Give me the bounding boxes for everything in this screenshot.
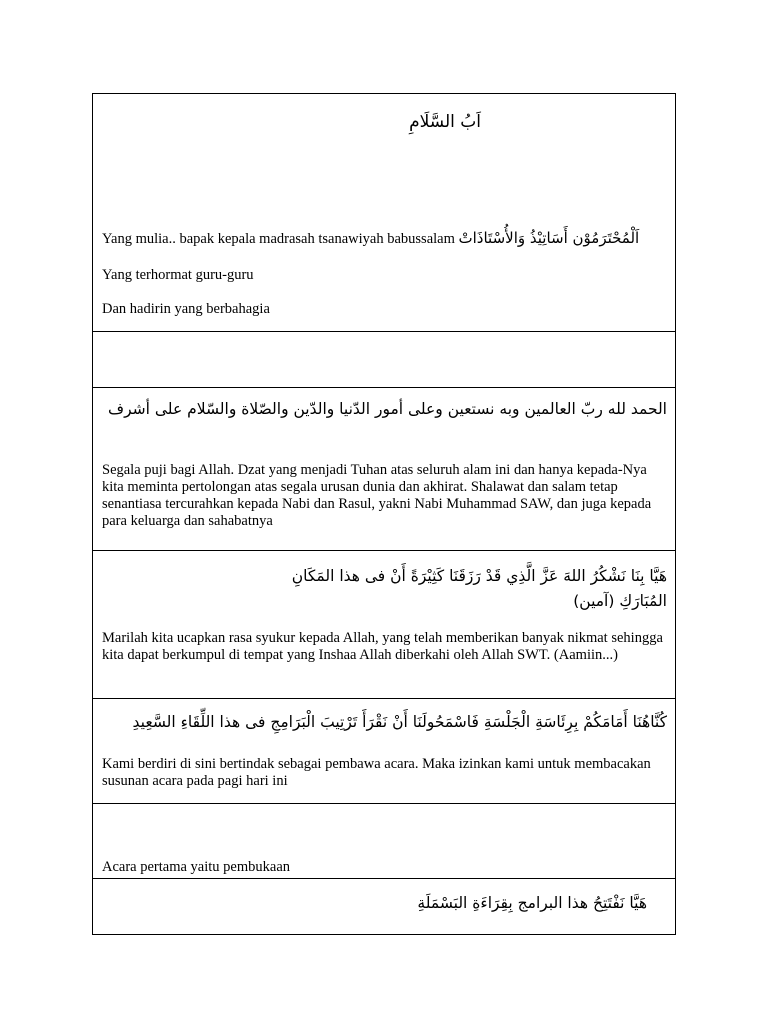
greeting-line-1-arabic: اَلْمُحْتَرَمُوْن أَسَاتِيْذُ وَالأُسْتَاذَاتْ bbox=[458, 229, 640, 247]
hamdalah-row bbox=[93, 388, 675, 551]
syukur-arabic-line-1: هَيَّا بِنَا نَشْكُرُ اللهَ عَزَّ الَّذِي قَدْ رَزَقَنَا كَثِيْرَةً أَنْ فى هذا المَكَانِ bbox=[291, 567, 667, 585]
first-agenda-row bbox=[93, 804, 675, 879]
greeting-line-2: Yang terhormat guru-guru bbox=[102, 267, 254, 283]
empty-row bbox=[93, 332, 675, 388]
hamdalah-arabic: الحمد لله ربّ العالمين وبه نستعين وعلى أمور الدّنيا والدّين والصّلاة والسّلام على أشرف bbox=[108, 400, 667, 418]
speech-table bbox=[92, 93, 676, 935]
basmalah-row bbox=[93, 879, 675, 934]
greeting-line-1-indonesian: Yang mulia.. bapak kepala madrasah tsanawiyah babussalam bbox=[102, 231, 455, 247]
syukur-indonesian: Marilah kita ucapkan rasa syukur kepada Allah, yang telah memberikan banyak nikmat sehingga kita dapat berkumpul di tempat yang Inshaa Allah diberkahi oleh Allah SWT. (Aamiin...) bbox=[102, 630, 663, 663]
mc-row bbox=[93, 699, 675, 804]
first-agenda-text: Acara pertama yaitu pembukaan bbox=[102, 859, 291, 875]
hamdalah-indonesian: Segala puji bagi Allah. Dzat yang menjadi Tuhan atas seluruh alam ini dan hanya kepada-Nya kita meminta pertolongan atas segala urusan dunia dan akhirat. Shalawat dan salam tetap senantiasa tercurahkan kepada Nabi dan Rasul, yakni Nabi Muhammad SAW, dan juga kepada para keluarga dan sahabatnya bbox=[102, 462, 652, 529]
syukur-row bbox=[93, 551, 675, 699]
greeting-line-3: Dan hadirin yang berbahagia bbox=[102, 301, 270, 317]
mc-indonesian: Kami berdiri di sini bertindak sebagai pembawa acara. Maka izinkan kami untuk membacakan susunan acara pada pagi hari ini bbox=[102, 756, 651, 789]
greeting-heading-arabic: اَبُ السَّلَامِ bbox=[409, 112, 481, 132]
basmalah-arabic: هَيَّا نَفْتَتِحُ هذا البرامج بِقِرَاءَةِ البَسْمَلَةِ bbox=[417, 894, 647, 912]
mc-arabic: كُنَّاهُنَا أَمَامَكُمْ بِرِئَاسَةِ الْجَلْسَةِ فَاسْمَحُولَنَا أَنْ نَقْرَأَ تَرْتِيبَ الْبَرَامِجِ فى هذا اللِّقَاءِ السَّعِيدِ bbox=[132, 713, 667, 731]
greeting-row bbox=[93, 94, 675, 332]
syukur-arabic-line-2: المُبَارَكِ (آمين) bbox=[573, 592, 667, 610]
greeting-line-1 bbox=[102, 230, 639, 248]
